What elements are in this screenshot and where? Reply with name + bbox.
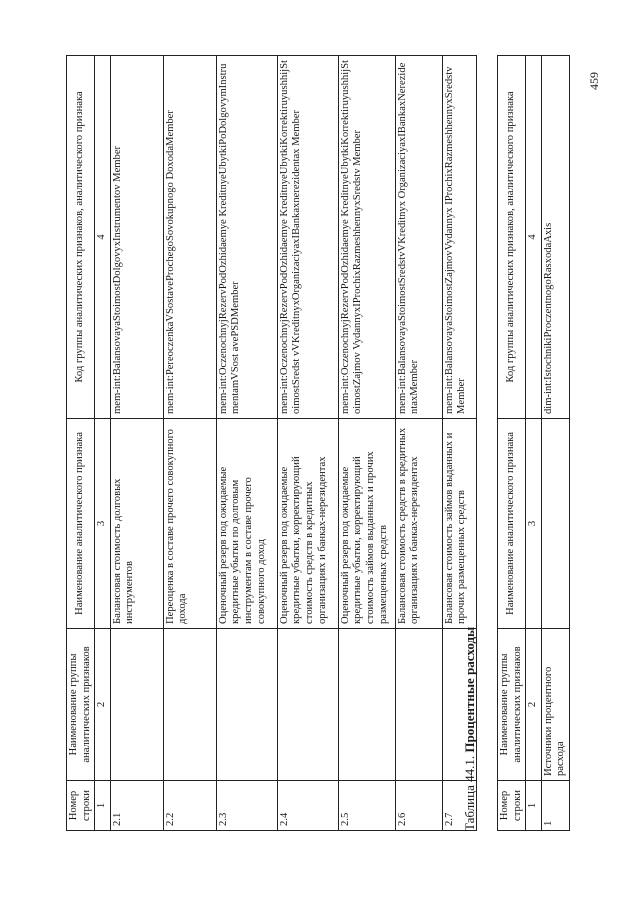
column-number: 4: [526, 56, 542, 419]
feature-name-cell: Балансовая стоимость займов выданных и прочих размещенных средств: [442, 419, 476, 629]
feature-name-cell: Оценочный резерв под ожидаемые кредитные убытки, корректирующий стоимость средств в кредитных организациях и банках-нерезидентах: [277, 419, 338, 629]
header-code: Код группы аналитических признаков, аналитического признака: [498, 56, 526, 419]
analytic-features-table: [66, 55, 477, 831]
code-cell: mem-int:OczenochnyjRezervPodOzhidaemye KreditnyeUbytkiPoDolgovymInstrumentamVSost avePSDMember: [216, 56, 277, 419]
row-number: 2.7: [442, 781, 476, 831]
table-row: [216, 56, 277, 831]
row-number: 2.4: [277, 781, 338, 831]
code-cell: dim-int:IstochnikiProczentnogoRasxodaAxis: [541, 56, 569, 419]
header-group-name: Наименование группы аналитических признаков: [67, 629, 95, 781]
header-feature-name: Наименование аналитического признака: [67, 419, 95, 629]
header-row-number: Номер строки: [67, 781, 95, 831]
column-number: 3: [95, 419, 111, 629]
table-caption: [462, 627, 478, 831]
feature-name-cell: Оценочный резерв под ожидаемые кредитные убытки, корректирующий стоимость займов выданных и прочих размещенных средств: [338, 419, 395, 629]
column-number: 1: [526, 781, 542, 831]
column-number-row: [526, 56, 542, 831]
column-number: 4: [95, 56, 111, 419]
row-number: 2.3: [216, 781, 277, 831]
table-row: [163, 56, 216, 831]
column-number: 3: [526, 419, 542, 629]
feature-name-cell: Балансовая стоимость средств в кредитных организациях и банках-нерезидентах: [395, 419, 442, 629]
row-number: 2.2: [163, 781, 216, 831]
header-row-number: Номер строки: [498, 781, 526, 831]
table-header-row: [67, 56, 95, 831]
column-number: 2: [95, 629, 111, 781]
column-number-row: [95, 56, 111, 831]
table-row: [277, 56, 338, 831]
column-number: 2: [526, 629, 542, 781]
table-header-row: [498, 56, 526, 831]
code-cell: mem-int:BalansovayaStoimostZajmovVydannyx IProchixRazmeshhennyxSredstvMember: [442, 56, 476, 419]
table-row: [338, 56, 395, 831]
page-number: 459: [587, 72, 601, 90]
row-number: 2.5: [338, 781, 395, 831]
group-name-cell: [216, 629, 277, 781]
group-name-cell: [163, 629, 216, 781]
code-cell: mem-int:OczenochnyjRezervPodOzhidaemye KreditnyeUbytkiKorrektiruyushhijStoimostZajmov VydannyxIProchixRazmeshhennyxSredstv Member: [338, 56, 395, 419]
caption-prefix: Таблица 44.1.: [462, 755, 477, 831]
group-name-cell: Источники процентного расхода: [541, 629, 569, 781]
feature-name-cell: Оценочный резерв под ожидаемые кредитные убытки по долговым инструментам в составе прочего совокупного доход: [216, 419, 277, 629]
code-cell: mem-int:PereoczenkaVSostaveProchegoSovokupnogo DoxodaMember: [163, 56, 216, 419]
group-name-cell: [277, 629, 338, 781]
table-row: [541, 56, 569, 831]
header-code: Код группы аналитических признаков, аналитического признака: [67, 56, 95, 419]
feature-name-cell: Переоценка в составе прочего совокупного дохода: [163, 419, 216, 629]
header-group-name: Наименование группы аналитических признаков: [498, 629, 526, 781]
row-number: 1: [541, 781, 569, 831]
code-cell: mem-int:BalansovayaStoimostDolgovyxInstrumentov Member: [110, 56, 163, 419]
feature-name-cell: Балансовая стоимость долговых инструментов: [110, 419, 163, 629]
table-row: [110, 56, 163, 831]
interest-expenses-table: [497, 55, 570, 831]
code-cell: mem-int:BalansovayaStoimostSredstvVKreditnyx OrganizaciyaxIBankaxNerezidentaxMember: [395, 56, 442, 419]
column-number: 1: [95, 781, 111, 831]
row-number: 2.6: [395, 781, 442, 831]
caption-title: Процентные расходы: [462, 626, 477, 753]
feature-name-cell: [541, 419, 569, 629]
group-name-cell: [110, 629, 163, 781]
table-row: [395, 56, 442, 831]
group-name-cell: [338, 629, 395, 781]
row-number: 2.1: [110, 781, 163, 831]
header-feature-name: Наименование аналитического признака: [498, 419, 526, 629]
group-name-cell: [395, 629, 442, 781]
code-cell: mem-int:OczenochnyjRezervPodOzhidaemye KreditnyeUbytkiKorrektiruyushhijStoimostSredst vVKreditnyxOrganizaciyaxIBankaxnerezidentax Member: [277, 56, 338, 419]
